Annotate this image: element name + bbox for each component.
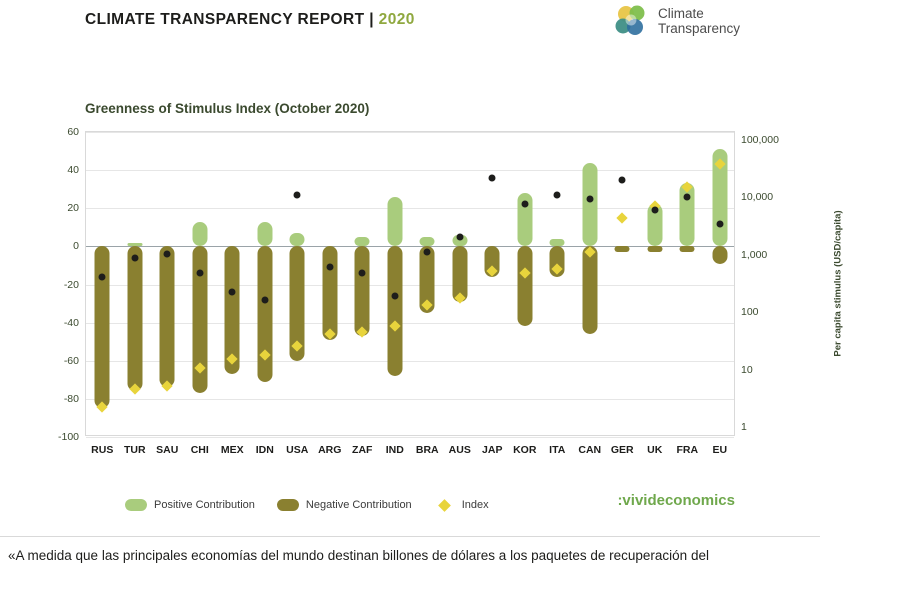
x-tick-can: CAN <box>578 444 602 456</box>
bar-negative-tur <box>127 246 142 391</box>
legend-swatch-index <box>438 499 451 512</box>
index-marker-ger <box>617 212 628 223</box>
percapita-marker-ind <box>391 292 398 299</box>
bar-group-uk <box>639 132 672 435</box>
bar-group-chi <box>184 132 217 435</box>
brand-logo-line2: Transparency <box>657 21 740 36</box>
x-tick-tur: TUR <box>123 444 146 456</box>
content-divider <box>0 536 820 537</box>
x-tick-aus: AUS <box>448 444 471 456</box>
chart-title: Greenness of Stimulus Index (October 2020) <box>85 101 370 116</box>
y-tick-left-20: 20 <box>67 202 79 215</box>
bar-positive-can <box>582 163 597 247</box>
percapita-marker-ita <box>554 191 561 198</box>
bar-negative-uk <box>647 246 662 252</box>
legend-item-negative <box>277 499 412 511</box>
bar-positive-usa <box>290 233 305 246</box>
bar-negative-ger <box>615 246 630 252</box>
y-tick-left--100: -100 <box>57 431 79 443</box>
legend-label-index: Index <box>461 499 489 511</box>
bar-group-usa <box>281 132 314 435</box>
y-tick-left--60: -60 <box>63 354 79 367</box>
percapita-marker-sau <box>164 251 171 258</box>
bar-positive-chi <box>192 222 207 247</box>
y-tick-left-40: 40 <box>67 164 79 177</box>
y-tick-right-4: 10 <box>741 363 753 376</box>
climate-transparency-petals-icon <box>613 2 651 40</box>
legend-item-positive <box>125 499 255 511</box>
x-tick-ind: IND <box>385 444 404 456</box>
bar-negative-kor <box>517 246 532 326</box>
percapita-marker-aus <box>456 233 463 240</box>
brand-logo <box>613 2 740 40</box>
bar-positive-ind <box>387 197 402 247</box>
y-tick-right-2: 1,000 <box>741 248 768 261</box>
bar-group-ger <box>606 132 639 435</box>
bar-group-sau <box>151 132 184 435</box>
bar-group-mex <box>216 132 249 435</box>
bar-positive-tur <box>127 243 142 247</box>
y-tick-left-0: 0 <box>73 240 79 253</box>
bar-positive-zaf <box>355 237 370 247</box>
percapita-marker-arg <box>326 264 333 271</box>
percapita-marker-ger <box>619 176 626 183</box>
legend-swatch-negative <box>277 499 299 511</box>
bar-group-idn <box>249 132 282 435</box>
percapita-marker-kor <box>521 201 528 208</box>
y-tick-right-0: 100,000 <box>741 134 779 146</box>
percapita-marker-tur <box>131 254 138 261</box>
x-tick-ger: GER <box>610 444 634 456</box>
y-tick-left--20: -20 <box>63 278 79 291</box>
bar-group-can <box>574 132 607 435</box>
y-axis-title-right: Per capita stimulus (USD/capita) <box>832 210 844 357</box>
y-tick-right-3: 100 <box>741 306 759 319</box>
x-tick-jap: JAP <box>482 444 503 456</box>
bar-group-arg <box>314 132 347 435</box>
percapita-marker-chi <box>196 270 203 277</box>
percapita-marker-can <box>586 195 593 202</box>
brand-logo-line1: Climate <box>657 5 704 21</box>
x-tick-arg: ARG <box>318 444 342 456</box>
percapita-marker-eu <box>716 220 723 227</box>
bar-positive-ita <box>550 239 565 247</box>
bar-group-fra <box>671 132 704 435</box>
x-tick-sau: SAU <box>156 444 179 456</box>
report-title-year: 2020 <box>378 11 415 28</box>
gridline--100 <box>86 437 734 438</box>
x-tick-ita: ITA <box>549 444 566 456</box>
x-tick-eu: EU <box>712 444 728 456</box>
bar-negative-ind <box>387 246 402 376</box>
bar-negative-eu <box>712 246 727 263</box>
vivid-economics-logo <box>617 492 735 509</box>
y-tick-left-60: 60 <box>67 126 79 138</box>
x-tick-fra: FRA <box>676 444 699 456</box>
page-title <box>85 11 415 29</box>
legend-item-index <box>434 499 489 511</box>
chart-plot-area <box>57 126 779 456</box>
x-tick-kor: KOR <box>513 444 537 456</box>
article-caption: «A medida que las principales economías del mundo destinan billones de dólares a los paquetes de recuperación del <box>8 548 709 563</box>
x-tick-mex: MEX <box>220 444 244 456</box>
x-tick-usa: USA <box>286 444 309 456</box>
bar-positive-idn <box>257 222 272 247</box>
percapita-marker-jap <box>489 174 496 181</box>
percapita-marker-fra <box>684 193 691 200</box>
percapita-marker-bra <box>424 249 431 256</box>
bar-group-bra <box>411 132 444 435</box>
bar-negative-idn <box>257 246 272 381</box>
x-tick-zaf: ZAF <box>352 444 373 456</box>
percapita-marker-mex <box>229 289 236 296</box>
y-tick-left--80: -80 <box>63 392 79 405</box>
bar-group-jap <box>476 132 509 435</box>
report-header <box>0 0 820 46</box>
bar-group-tur <box>119 132 152 435</box>
y-tick-right-5: 1 <box>741 421 747 433</box>
bar-group-kor <box>509 132 542 435</box>
percapita-marker-idn <box>261 296 268 303</box>
vivid-suffix: economics <box>656 492 735 509</box>
report-title-separator: | <box>369 11 374 28</box>
legend-swatch-positive <box>125 499 147 511</box>
bar-group-ita <box>541 132 574 435</box>
bar-negative-can <box>582 246 597 334</box>
bar-negative-arg <box>322 246 337 339</box>
x-tick-chi: CHI <box>190 444 209 456</box>
report-title-main: CLIMATE TRANSPARENCY REPORT <box>85 11 365 28</box>
bar-negative-zaf <box>355 246 370 336</box>
bar-group-aus <box>444 132 477 435</box>
y-tick-left--40: -40 <box>63 316 79 329</box>
brand-logo-text <box>658 6 740 36</box>
x-tick-rus: RUS <box>91 444 114 456</box>
x-tick-uk: UK <box>647 444 663 456</box>
percapita-marker-uk <box>651 207 658 214</box>
percapita-marker-usa <box>294 191 301 198</box>
bar-negative-fra <box>680 246 695 252</box>
x-tick-bra: BRA <box>415 444 439 456</box>
bar-negative-sau <box>160 246 175 387</box>
bar-group-eu <box>704 132 737 435</box>
legend-label-negative: Negative Contribution <box>305 499 412 511</box>
chart-card <box>0 46 844 536</box>
bar-group-ind <box>379 132 412 435</box>
bar-group-rus <box>86 132 119 435</box>
vivid-prefix: :vivid <box>617 492 657 509</box>
legend-label-positive: Positive Contribution <box>154 499 255 511</box>
y-tick-right-1: 10,000 <box>741 191 774 204</box>
bar-negative-rus <box>95 246 110 408</box>
bar-positive-bra <box>420 237 435 247</box>
percapita-marker-rus <box>99 273 106 280</box>
x-tick-idn: IDN <box>255 444 274 456</box>
percapita-marker-zaf <box>359 270 366 277</box>
bar-group-zaf <box>346 132 379 435</box>
